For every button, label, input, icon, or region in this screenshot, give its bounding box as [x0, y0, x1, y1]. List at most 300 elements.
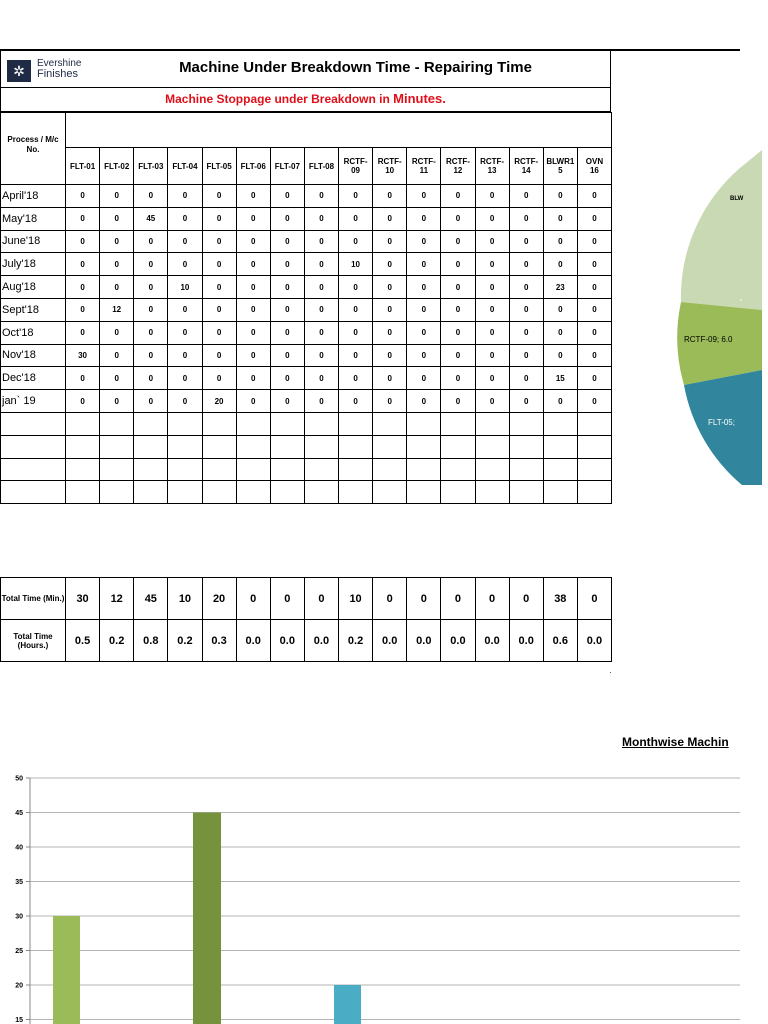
- value-cell: 0: [270, 207, 304, 230]
- bar: [193, 813, 221, 1024]
- empty-cell: [202, 435, 236, 458]
- logo-line-1: Evershine: [37, 58, 82, 69]
- value-cell: 0: [509, 344, 543, 367]
- value-cell: 0: [577, 344, 611, 367]
- value-cell: 0: [441, 230, 475, 253]
- total-cell: 0: [270, 578, 304, 620]
- value-cell: 45: [134, 207, 168, 230]
- value-cell: 0: [236, 344, 270, 367]
- column-header-part: RCTF-: [343, 157, 368, 166]
- total-cell: 0: [304, 578, 338, 620]
- value-cell: 0: [441, 390, 475, 413]
- empty-cell: [270, 412, 304, 435]
- value-cell: 0: [441, 367, 475, 390]
- value-cell: 0: [441, 253, 475, 276]
- table-row: [1, 207, 612, 230]
- empty-cell: [66, 435, 100, 458]
- value-cell: 0: [134, 321, 168, 344]
- value-cell: 0: [509, 276, 543, 299]
- empty-cell: [407, 458, 441, 481]
- month-cell: May'18: [1, 207, 66, 230]
- value-cell: 0: [270, 321, 304, 344]
- column-header: [202, 148, 236, 185]
- table-row: [1, 185, 612, 208]
- total-cell: 12: [100, 578, 134, 620]
- value-cell: 0: [100, 367, 134, 390]
- empty-cell: [100, 412, 134, 435]
- column-header-part: BLWR1: [546, 157, 575, 166]
- empty-cell: [168, 481, 202, 504]
- table-row: [1, 298, 612, 321]
- value-cell: 0: [304, 207, 338, 230]
- total-cell: 38: [543, 578, 577, 620]
- value-cell: 0: [202, 207, 236, 230]
- value-cell: 0: [168, 207, 202, 230]
- value-cell: 0: [304, 253, 338, 276]
- column-header-part: FLT-05: [206, 161, 232, 171]
- value-cell: 0: [100, 276, 134, 299]
- value-cell: 0: [100, 344, 134, 367]
- empty-cell: [1, 435, 66, 458]
- total-cell: 0.0: [236, 620, 270, 662]
- table-row: [1, 344, 612, 367]
- bar-chart-title: Monthwise Machin: [622, 735, 729, 749]
- column-header-part: FLT-03: [138, 161, 164, 171]
- value-cell: 0: [304, 230, 338, 253]
- value-cell: 0: [373, 367, 407, 390]
- value-cell: 0: [270, 367, 304, 390]
- bar-chart: [0, 770, 740, 1024]
- value-cell: 15: [543, 367, 577, 390]
- value-cell: 0: [270, 253, 304, 276]
- empty-cell: [373, 412, 407, 435]
- empty-cell: [134, 481, 168, 504]
- column-header-part: RCTF-: [411, 157, 436, 166]
- value-cell: 0: [509, 390, 543, 413]
- empty-cell: [100, 458, 134, 481]
- value-cell: 0: [475, 390, 509, 413]
- column-header: [100, 148, 134, 185]
- value-cell: 0: [339, 207, 373, 230]
- total-cell: 0.0: [441, 620, 475, 662]
- column-header-part: RCTF-: [480, 157, 505, 166]
- value-cell: 0: [134, 276, 168, 299]
- value-cell: 0: [304, 321, 338, 344]
- total-cell: 0: [441, 578, 475, 620]
- value-cell: 0: [66, 298, 100, 321]
- y-tick-label: 30: [15, 913, 23, 921]
- empty-cell: [202, 481, 236, 504]
- total-cell: 30: [66, 578, 100, 620]
- empty-cell: [202, 412, 236, 435]
- value-cell: 0: [202, 185, 236, 208]
- pie-slice-blwr: [681, 150, 762, 310]
- month-cell: Nov'18: [1, 344, 66, 367]
- value-cell: 0: [168, 321, 202, 344]
- month-cell: April'18: [1, 185, 66, 208]
- value-cell: 0: [577, 390, 611, 413]
- column-header: [270, 148, 304, 185]
- value-cell: 0: [577, 230, 611, 253]
- empty-cell: [236, 481, 270, 504]
- value-cell: 0: [441, 185, 475, 208]
- value-cell: 0: [236, 298, 270, 321]
- value-cell: 0: [168, 230, 202, 253]
- value-cell: 0: [577, 207, 611, 230]
- empty-cell: [168, 435, 202, 458]
- total-cell: 0.5: [66, 620, 100, 662]
- value-cell: 0: [373, 207, 407, 230]
- empty-cell: [236, 412, 270, 435]
- table-row: [1, 321, 612, 344]
- value-cell: 30: [66, 344, 100, 367]
- empty-cell: [407, 412, 441, 435]
- value-cell: 0: [509, 230, 543, 253]
- report-title: Machine Under Breakdown Time - Repairing Time: [179, 59, 532, 76]
- column-header: [475, 148, 509, 185]
- total-cell: 0: [509, 578, 543, 620]
- value-cell: 0: [270, 390, 304, 413]
- value-cell: 0: [270, 344, 304, 367]
- value-cell: 0: [577, 276, 611, 299]
- column-header: [509, 148, 543, 185]
- empty-cell: [373, 481, 407, 504]
- pie-chart: [672, 150, 742, 495]
- value-cell: 0: [304, 344, 338, 367]
- value-cell: 0: [543, 230, 577, 253]
- value-cell: 0: [407, 207, 441, 230]
- value-cell: 0: [475, 185, 509, 208]
- value-cell: 12: [100, 298, 134, 321]
- value-cell: 0: [202, 298, 236, 321]
- value-cell: 0: [407, 344, 441, 367]
- total-cell: 0.2: [339, 620, 373, 662]
- value-cell: 0: [441, 207, 475, 230]
- empty-cell: [577, 481, 611, 504]
- column-header-part: 13: [487, 166, 497, 175]
- value-cell: 0: [407, 253, 441, 276]
- empty-row: [1, 435, 612, 458]
- empty-cell: [270, 458, 304, 481]
- value-cell: 0: [407, 185, 441, 208]
- bar: [334, 985, 361, 1024]
- empty-cell: [475, 481, 509, 504]
- value-cell: 0: [236, 253, 270, 276]
- value-cell: 0: [441, 276, 475, 299]
- value-cell: 0: [543, 344, 577, 367]
- value-cell: 0: [270, 230, 304, 253]
- column-header-part: FLT-06: [240, 161, 266, 171]
- value-cell: 0: [202, 276, 236, 299]
- month-cell: Sept'18: [1, 298, 66, 321]
- value-cell: 0: [100, 321, 134, 344]
- column-header-row: [1, 148, 612, 185]
- empty-cell: [134, 458, 168, 481]
- value-cell: 0: [475, 321, 509, 344]
- value-cell: 0: [134, 367, 168, 390]
- empty-cell: [1, 458, 66, 481]
- value-cell: 0: [339, 367, 373, 390]
- value-cell: 0: [339, 185, 373, 208]
- value-cell: 0: [543, 321, 577, 344]
- logo-line-2: Finishes: [37, 68, 78, 80]
- total-cell: 0.2: [168, 620, 202, 662]
- empty-cell: [509, 435, 543, 458]
- column-header-part: 16: [589, 166, 599, 175]
- value-cell: 0: [373, 344, 407, 367]
- value-cell: 0: [475, 298, 509, 321]
- value-cell: 0: [202, 230, 236, 253]
- total-cell: 0.0: [407, 620, 441, 662]
- empty-cell: [543, 458, 577, 481]
- empty-cell: [339, 481, 373, 504]
- value-cell: 0: [543, 207, 577, 230]
- empty-cell: [543, 412, 577, 435]
- value-cell: 0: [66, 253, 100, 276]
- value-cell: 0: [577, 185, 611, 208]
- value-cell: 0: [509, 298, 543, 321]
- report-subtitle: [0, 88, 611, 112]
- total-cell: 10: [168, 578, 202, 620]
- empty-cell: [66, 412, 100, 435]
- month-cell: jan` 19: [1, 390, 66, 413]
- month-cell: June'18: [1, 230, 66, 253]
- empty-cell: [577, 435, 611, 458]
- value-cell: 0: [509, 207, 543, 230]
- total-cell: 0: [407, 578, 441, 620]
- value-cell: 0: [168, 298, 202, 321]
- value-cell: 0: [475, 230, 509, 253]
- empty-cell: [441, 435, 475, 458]
- empty-cell: [1, 481, 66, 504]
- value-cell: 0: [373, 253, 407, 276]
- value-cell: 0: [373, 185, 407, 208]
- value-cell: 0: [577, 367, 611, 390]
- value-cell: 0: [373, 276, 407, 299]
- value-cell: 0: [168, 390, 202, 413]
- value-cell: 0: [577, 298, 611, 321]
- column-header: [236, 148, 270, 185]
- empty-row: [1, 458, 612, 481]
- value-cell: 0: [407, 367, 441, 390]
- empty-cell: [543, 435, 577, 458]
- logo-text: [37, 59, 81, 79]
- column-header-part: RCTF-: [377, 157, 402, 166]
- empty-cell: [270, 435, 304, 458]
- empty-cell: [304, 435, 338, 458]
- column-header-part: FLT-08: [308, 161, 335, 171]
- value-cell: 0: [475, 253, 509, 276]
- empty-cell: [509, 481, 543, 504]
- value-cell: 0: [373, 298, 407, 321]
- value-cell: 0: [100, 390, 134, 413]
- value-cell: 0: [304, 276, 338, 299]
- value-cell: 0: [509, 253, 543, 276]
- value-cell: 0: [441, 298, 475, 321]
- column-header-part: 12: [453, 166, 463, 175]
- value-cell: 10: [168, 276, 202, 299]
- value-cell: 0: [270, 185, 304, 208]
- process-header: Process / M/c No.: [1, 113, 66, 185]
- empty-cell: [407, 435, 441, 458]
- pie-label-flt05: FLT-05;: [708, 418, 735, 427]
- table-row: [1, 276, 612, 299]
- value-cell: 0: [441, 321, 475, 344]
- total-cell: 0: [475, 578, 509, 620]
- column-header-part: FLT-01: [69, 161, 96, 171]
- empty-cell: [475, 412, 509, 435]
- empty-cell: [441, 412, 475, 435]
- column-header: [304, 148, 338, 185]
- y-tick-label: 50: [15, 775, 23, 783]
- empty-cell: [339, 458, 373, 481]
- column-header: [543, 148, 577, 185]
- value-cell: 0: [373, 321, 407, 344]
- empty-cell: [134, 435, 168, 458]
- column-header-part: RCTF-: [514, 157, 539, 166]
- empty-cell: [577, 412, 611, 435]
- value-cell: 0: [100, 230, 134, 253]
- value-cell: 0: [304, 298, 338, 321]
- header-blank: [66, 113, 612, 148]
- logo-mark-icon: ✲: [7, 60, 31, 82]
- value-cell: 0: [236, 367, 270, 390]
- value-cell: 0: [66, 390, 100, 413]
- empty-cell: [509, 412, 543, 435]
- subtitle-text: Machine Stoppage under Breakdown in: [165, 92, 394, 106]
- total-cell: 0.3: [202, 620, 236, 662]
- value-cell: 0: [134, 253, 168, 276]
- value-cell: 23: [543, 276, 577, 299]
- column-header-part: 14: [521, 166, 531, 175]
- pie-slice-flt05: [684, 370, 762, 485]
- empty-cell: [270, 481, 304, 504]
- empty-cell: [339, 435, 373, 458]
- value-cell: 0: [236, 390, 270, 413]
- value-cell: 0: [168, 344, 202, 367]
- value-cell: 0: [407, 298, 441, 321]
- value-cell: 0: [339, 390, 373, 413]
- y-tick-label: 15: [15, 1017, 23, 1024]
- value-cell: 0: [577, 321, 611, 344]
- header-row-top: [1, 113, 612, 148]
- value-cell: 0: [304, 185, 338, 208]
- total-cell: 0: [577, 578, 611, 620]
- totals-table: [0, 577, 612, 662]
- column-header-part: FLT-07: [274, 161, 300, 171]
- empty-cell: [577, 458, 611, 481]
- value-cell: 0: [168, 253, 202, 276]
- value-cell: 0: [202, 321, 236, 344]
- value-cell: 0: [270, 276, 304, 299]
- column-header-part: 11: [419, 166, 429, 175]
- value-cell: 0: [373, 230, 407, 253]
- value-cell: 0: [134, 344, 168, 367]
- y-tick-label: 20: [15, 982, 23, 990]
- empty-cell: [304, 412, 338, 435]
- value-cell: 0: [270, 298, 304, 321]
- month-cell: July'18: [1, 253, 66, 276]
- value-cell: 10: [339, 253, 373, 276]
- value-cell: 0: [134, 230, 168, 253]
- value-cell: 0: [236, 185, 270, 208]
- value-cell: 0: [236, 230, 270, 253]
- empty-cell: [304, 458, 338, 481]
- value-cell: 0: [66, 207, 100, 230]
- column-header-part: 5: [558, 166, 563, 175]
- empty-cell: [407, 481, 441, 504]
- y-tick-label: 35: [15, 879, 23, 886]
- empty-row: [1, 481, 612, 504]
- column-header: [577, 148, 611, 185]
- breakdown-table: [0, 112, 612, 504]
- table-row: [1, 390, 612, 413]
- total-cell: 45: [134, 578, 168, 620]
- column-header: [66, 148, 100, 185]
- y-tick-label: 45: [15, 810, 23, 817]
- value-cell: 0: [407, 276, 441, 299]
- month-cell: Aug'18: [1, 276, 66, 299]
- total-cell: 0: [236, 578, 270, 620]
- value-cell: 20: [202, 390, 236, 413]
- value-cell: 0: [339, 344, 373, 367]
- empty-cell: [134, 412, 168, 435]
- total-cell: 0.0: [475, 620, 509, 662]
- value-cell: 0: [543, 298, 577, 321]
- value-cell: 0: [543, 185, 577, 208]
- value-cell: 0: [339, 298, 373, 321]
- empty-cell: [236, 435, 270, 458]
- empty-cell: [236, 458, 270, 481]
- subtitle-unit: Minutes.: [393, 91, 446, 106]
- value-cell: 0: [66, 230, 100, 253]
- empty-cell: [509, 458, 543, 481]
- value-cell: 0: [202, 344, 236, 367]
- empty-cell: [373, 458, 407, 481]
- column-header: [441, 148, 475, 185]
- value-cell: 0: [475, 367, 509, 390]
- empty-cell: [304, 481, 338, 504]
- total-cell: 0: [373, 578, 407, 620]
- column-header-part: RCTF-: [445, 157, 470, 166]
- total-cell: 0.0: [373, 620, 407, 662]
- y-tick-label: 25: [15, 948, 23, 955]
- column-header-part: OVN: [585, 157, 604, 166]
- total-cell: 0.0: [304, 620, 338, 662]
- empty-cell: [475, 458, 509, 481]
- column-header: [168, 148, 202, 185]
- column-header-part: FLT-02: [104, 161, 130, 171]
- empty-cell: [543, 481, 577, 504]
- value-cell: 0: [509, 367, 543, 390]
- value-cell: 0: [475, 207, 509, 230]
- value-cell: 0: [66, 185, 100, 208]
- value-cell: 0: [543, 253, 577, 276]
- empty-cell: [441, 481, 475, 504]
- empty-cell: [168, 412, 202, 435]
- column-header-part: FLT-04: [172, 161, 198, 171]
- value-cell: 0: [407, 230, 441, 253]
- value-cell: 0: [509, 185, 543, 208]
- value-cell: 0: [168, 185, 202, 208]
- column-header-part: 10: [385, 166, 395, 175]
- empty-row: [1, 412, 612, 435]
- total-cell: 0.8: [134, 620, 168, 662]
- value-cell: 0: [66, 276, 100, 299]
- column-header: [373, 148, 407, 185]
- month-cell: Oct'18: [1, 321, 66, 344]
- column-header: [134, 148, 168, 185]
